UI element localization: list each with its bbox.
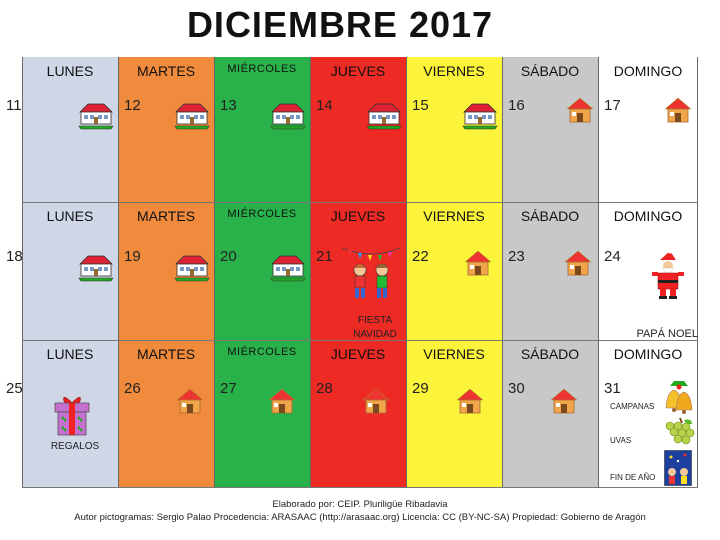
day-number: 27 [220, 380, 237, 397]
day-number: 18 [6, 248, 23, 265]
day-header-6: SÁBADO [520, 346, 580, 362]
day-number: 11 [6, 97, 22, 114]
school-icon [366, 98, 402, 135]
day-header-2: MARTES [136, 346, 196, 362]
day-header-1: LUNES [46, 346, 94, 362]
house-icon [268, 388, 296, 419]
school-icon [174, 250, 210, 287]
day-header-5: VIERNES [423, 63, 485, 79]
day-header-2: MARTES [136, 63, 196, 79]
day-number: 13 [220, 97, 237, 114]
day-number: 30 [508, 380, 525, 397]
footer-line-1: Elaborado por: CEIP. Pluriligüe Ribadavia [272, 499, 448, 510]
note-fin-de-ano: FIN DE AÑO [610, 473, 656, 482]
day-header-3: MIÉRCOLES [227, 208, 297, 220]
santa-icon [648, 250, 688, 305]
house-icon [664, 97, 692, 128]
school-icon [78, 250, 114, 287]
new-year-icon [664, 450, 692, 491]
day-number: 14 [316, 97, 333, 114]
house-icon [362, 388, 390, 419]
note-regalos: REGALOS [50, 441, 100, 452]
day-header-7: DOMINGO [613, 208, 683, 224]
day-header-3: MIÉRCOLES [227, 346, 297, 358]
grapes-icon [662, 416, 696, 451]
house-icon [566, 97, 594, 128]
day-number: 25 [6, 380, 23, 397]
house-icon [550, 388, 578, 419]
house-icon [456, 388, 484, 419]
day-number: 24 [604, 248, 621, 265]
divider [22, 487, 698, 488]
day-number: 16 [508, 97, 525, 114]
school-icon [270, 98, 306, 135]
day-number: 17 [604, 97, 621, 114]
day-number: 22 [412, 248, 429, 265]
day-number: 26 [124, 380, 141, 397]
day-header-5: VIERNES [423, 208, 485, 224]
day-header-2: MARTES [136, 208, 196, 224]
footer [0, 498, 720, 524]
house-icon [464, 250, 492, 281]
day-header-1: LUNES [46, 208, 94, 224]
note-campanas: CAMPANAS [610, 402, 655, 411]
note-papa-noel: PAPÁ NOEL [636, 328, 698, 340]
day-header-4: JUEVES [330, 346, 386, 362]
house-icon [176, 388, 204, 419]
school-icon [462, 98, 498, 135]
day-header-7: DOMINGO [613, 63, 683, 79]
day-number: 19 [124, 248, 141, 265]
children-icon [340, 244, 402, 305]
day-header-4: JUEVES [330, 208, 386, 224]
day-header-1: LUNES [46, 63, 94, 79]
gift-icon [52, 393, 92, 442]
day-header-3: MIÉRCOLES [227, 63, 297, 75]
note-fiesta-navidad: FIESTA NAVIDAD [353, 315, 397, 340]
divider [22, 202, 698, 203]
bells-icon [662, 378, 696, 419]
day-header-6: SÁBADO [520, 63, 580, 79]
day-number: 29 [412, 380, 429, 397]
day-header-7: DOMINGO [613, 346, 683, 362]
note-uvas: UVAS [610, 436, 632, 445]
day-number: 23 [508, 248, 525, 265]
day-number: 28 [316, 380, 333, 397]
school-icon [78, 98, 114, 135]
day-header-5: VIERNES [423, 346, 485, 362]
day-number: 15 [412, 97, 429, 114]
day-number: 12 [124, 97, 141, 114]
page-title: DICIEMBRE 2017 [186, 4, 494, 45]
house-icon [564, 250, 592, 281]
school-icon [174, 98, 210, 135]
day-number: 20 [220, 248, 237, 265]
school-icon [270, 250, 306, 287]
day-header-4: JUEVES [330, 63, 386, 79]
footer-line-2: Autor pictogramas: Sergio Palao Procedencia: ARASAAC (http://arasaac.org) Licencia: CC (BY-NC-SA) Propiedad: Gobierno de Aragón [74, 512, 646, 523]
day-number: 21 [316, 248, 333, 265]
day-header-6: SÁBADO [520, 208, 580, 224]
day-number: 31 [604, 380, 621, 397]
